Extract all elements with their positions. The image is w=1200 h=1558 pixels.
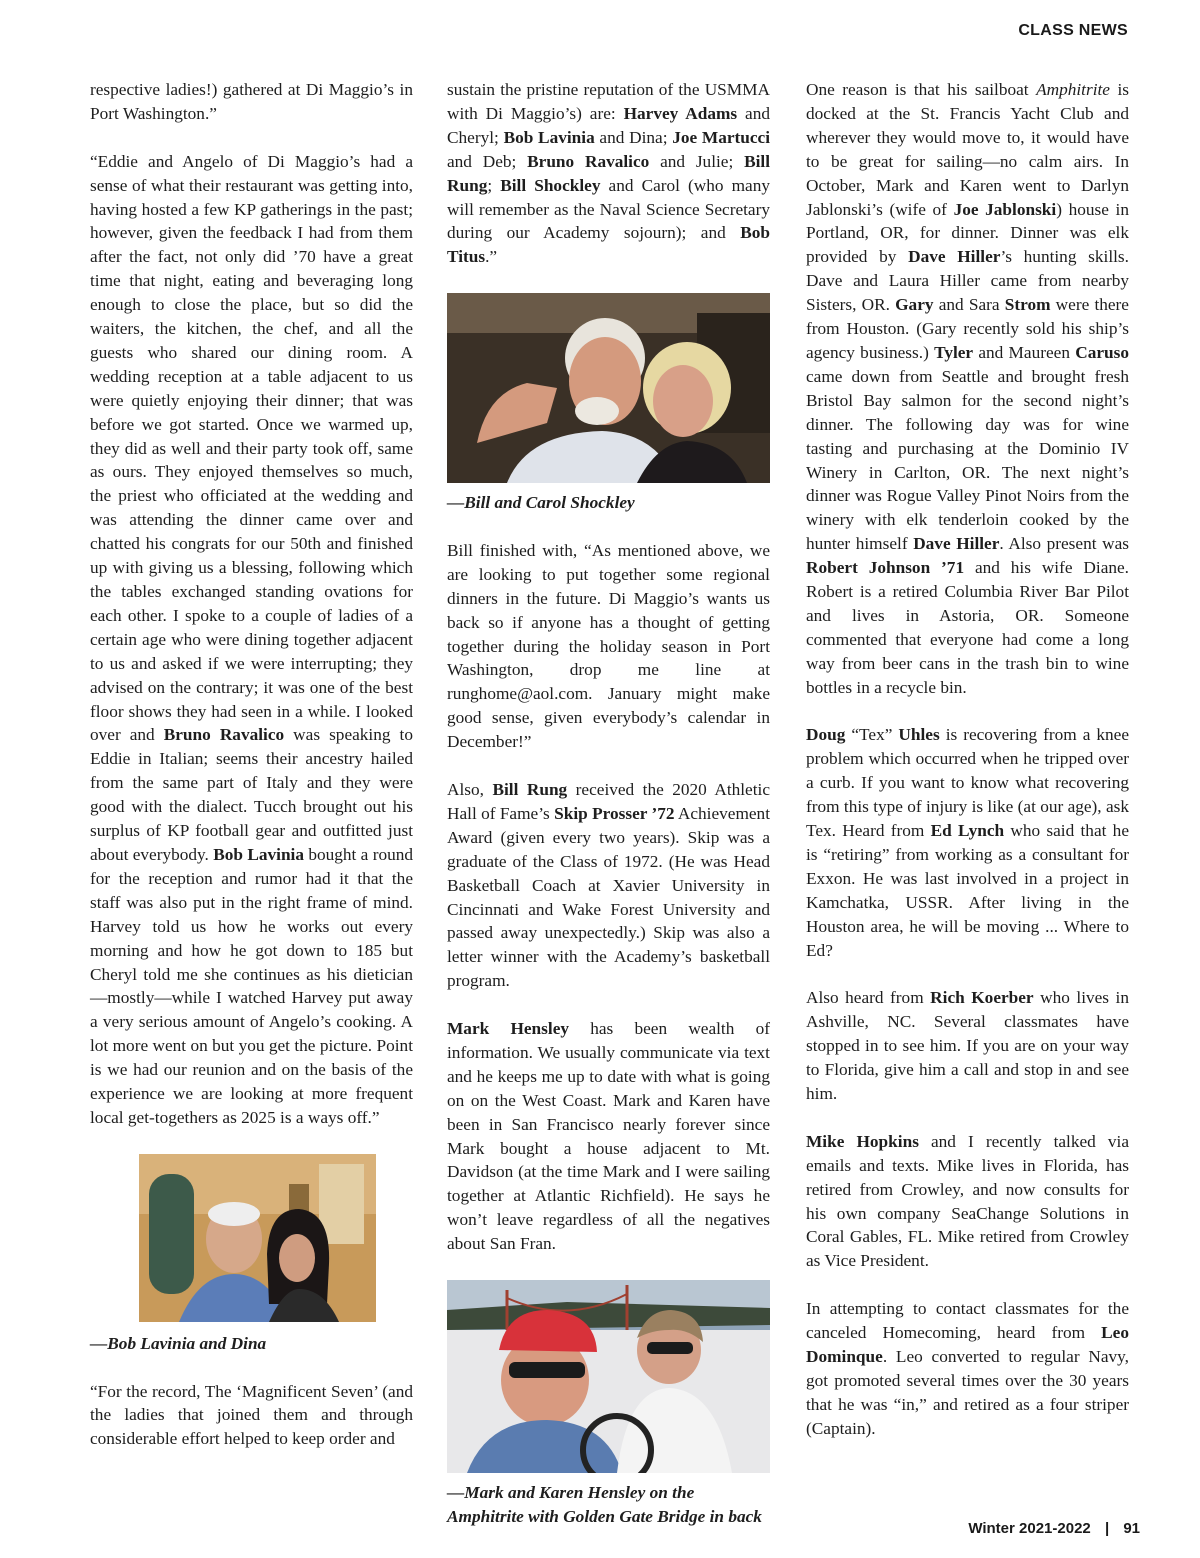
paragraph: “For the record, The ‘Magnificent Seven’ (and the ladies that joined them and through considerable effort helped to keep order and [90, 1381, 413, 1449]
paragraph: One reason is that his sailboat Amphitrite is docked at the St. Francis Yacht Club and wherever they would move to, it would have to be great for sailing—no calm airs. In October, Mark and Karen went to Darlyn Jablonski’s (wife of Joe Jablonski) house in Portland, OR, for dinner. Dinner was elk provided by Dave Hiller’s hunting skills. Dave and Laura Hiller came from nearby Sisters, OR. Gary and Sara Strom were there from Houston. (Gary recently sold his ship’s agency business.) Tyler and Maureen Caruso came down from Seattle and brought fresh Bristol Bay salmon for the second night’s dinner. The following day was for wine tasting and purchasing at the Dominio IV Winery in Carlton, OR. The next night’s dinner was Rogue Valley Pinot Noirs from the winery with elk tenderloin cooked by the hunter himself Dave Hiller. Also present was Robert Johnson ’71 and his wife Diane. Robert is a retired Columbia River Bar Pilot and lives in Astoria, OR. Someone commented that everyone had come a long way from beer cans in the trash bin to wine bottles in a recycle bin. [806, 80, 1130, 697]
paragraph: In attempting to contact classmates for the canceled Homecoming, heard from Leo Dominque. Leo converted to regular Navy, got promoted several times over the 30 years that he was “in,” and retired as a four striper (Captain). [806, 1299, 1129, 1438]
photo-caption: —Bill and Carol Shockley [447, 493, 635, 513]
photo-bob-lavinia-and-dina [139, 1154, 376, 1322]
paragraph: “Eddie and Angelo of Di Maggio’s had a sense of what their restaurant was getting into, having hosted a few KP gatherings in the past; however, given the feedback I had from them after the fact, not only did ’70 have a great time that night, eating and beveraging long enough to close the place, but so did the waiters, the kitchen, the chef, and all the guests who shared our dining room. A wedding reception at a table adjacent to us were quietly enjoying their dinner; that was before we got started. Once we warmed up, they did as well and their party took off, same as ours. They enjoyed themselves so much, the priest who officiated at the wedding and was attending the dinner came over and chatted his congrats for our 50th and finished up with giving us a blessing, following which the tables exchanged standing ovations for each other. I spoke to a couple of ladies of a certain age who were dining together adjacent to us and asked if we were interrupting; they advised on the contrary; it was one of the best floor shows they had seen in a while. I looked over and Bruno Ravalico was speaking to Eddie in Italian; seems their ancestry hailed from the same part of Italy and they were good with the dialect. Tucch brought out his surplus of KP football gear and outfitted just about everybody. Bob Lavinia bought a round for the reception and rumor had it that the staff was also put in the right frame of mind. Harvey told us how he works out every morning and how he got down to 185 but Cheryl told me she continues as his dietician—mostly—while I watched Harvey put away a very serious amount of Angelo’s cooking. A lot more went on but you get the picture. Point is we had our reunion and on the basis of the experience we are looking at more frequent local get-togethers as 2025 is a ways off.” [90, 151, 414, 1127]
paragraph: Mark Hensley has been wealth of information. We usually communicate via text and he keeps me up to date with what is going on on the West Coast. Mark and Karen have been in San Francisco nearly forever since Mark bought a house adjacent to Mt. Davidson (at the time Mark and I were sailing together at Atlantic Richfield). He says he won’t leave regardless of all the negatives about San Fran. [447, 1019, 770, 1254]
photo-caption: —Bob Lavinia and Dina [90, 1333, 267, 1353]
page-footer [968, 1520, 1140, 1537]
paragraph: respective ladies!) gathered at Di Maggio’s in Port Washington.” [90, 80, 413, 123]
footer-separator: | [1104, 1520, 1110, 1537]
paragraph: Doug “Tex” Uhles is recovering from a knee problem which occurred when he tripped over a curb. If you want to know what recovering from this type of injury is like (at our age), ask Tex. Heard from Ed Lynch who said that he is “retiring” from working as a consultant for Exxon. He was last involved in a project in Kamchatka, USSR. After living in the Houston area, he will be moving ... Where to Ed? [806, 725, 1129, 960]
paragraph: Mike Hopkins and I recently talked via emails and texts. Mike lives in Florida, has retired from Crowley, and now consults for his own company SeaChange Solutions in Coral Gables, FL. Mike retired from Crowley as Vice President. [806, 1131, 1130, 1271]
section-header: CLASS NEWS [1018, 22, 1128, 39]
paragraph: Also, Bill Rung received the 2020 Athletic Hall of Fame’s Skip Prosser ’72 Achievement Award (given every two years). Skip was a graduate of the Class of 1972. (He was Head Basketball Coach at Xavier University in Cincinnati and Wake Forest University and passed away unexpectedly.) Skip was also a letter winner with the Academy’s basketball program. [447, 779, 771, 991]
column-2 [447, 78, 770, 1529]
photo-caption: —Mark and Karen Hensley on the Amphitrite with Golden Gate Bridge in back [447, 1482, 762, 1526]
page-number: 91 [1123, 1520, 1140, 1537]
paragraph: Bill finished with, “As mentioned above, we are looking to put together some regional dinners in the future. Di Maggio’s wants us back so if anyone has a thought of getting together during the holiday season in Port Washington, drop me line at runghome@aol.com. January might make good sense, given everybody’s calendar in December!” [447, 540, 770, 752]
photo-bill-and-carol-shockley [447, 293, 770, 483]
paragraph: sustain the pristine reputation of the USMMA with Di Maggio’s) are: Harvey Adams and Cheryl; Bob Lavinia and Dina; Joe Martucci and Deb; Bruno Ravalico and Julie; Bill Rung; Bill Shockley and Carol (who many will remember as the Naval Science Secretary during our Academy sojourn); and Bob Titus.” [447, 80, 771, 267]
photo-mark-and-karen-hensley [447, 1280, 770, 1473]
issue-label: Winter 2021-2022 [968, 1520, 1091, 1537]
column-1 [90, 78, 413, 1451]
paragraph: Also heard from Rich Koerber who lives in Ashville, NC. Several classmates have stopped in to see him. If you are on your way to Florida, give him a call and stop in and see him. [806, 988, 1129, 1104]
column-3 [806, 78, 1129, 1441]
